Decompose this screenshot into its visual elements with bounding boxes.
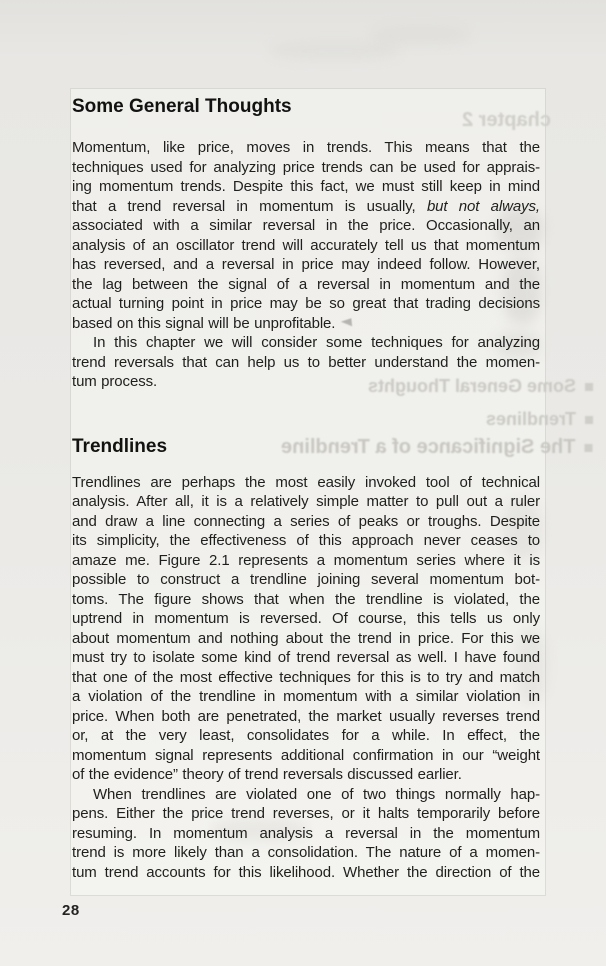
paragraph [72, 473, 540, 785]
body-line: ing momentum trends. Despite this fact, we must still keep in mind [72, 178, 540, 195]
section-heading: Some General Thoughts [72, 96, 292, 117]
body-line: that one of the most effective techniques for this is to try and match [72, 668, 540, 686]
body-line: has reversed, and a reversal in price may indeed follow. However, [72, 256, 540, 273]
bullet-square-icon [585, 383, 593, 391]
body-line: analysis of an oscillator trend will accurately tell us that momentum [72, 236, 540, 254]
body-line: techniques used for analyzing price trends can be used for apprais- [72, 158, 540, 176]
body-line: uptrend in momentum is reversed. Of course, this tells us only [72, 610, 540, 627]
scan-artifact-icon [341, 318, 352, 330]
showthrough-bullet-label: Trendlines [485, 409, 576, 429]
body-line: pens. Either the price trend reverses, or it halts temporarily before [72, 805, 540, 822]
body-line: Trendlines are perhaps the most easily invoked tool of technical [72, 473, 540, 491]
body-line: and draw a line connecting a series of peaks or troughs. Despite [72, 512, 540, 530]
body-line: trend is more likely than a consolidation. The nature of a momen- [72, 844, 540, 861]
page-number: 28 [62, 902, 80, 919]
body-line: resuming. In momentum analysis a reversal in the momentum [72, 824, 540, 842]
showthrough-bullet-label: The Significance of a Trendline [281, 436, 576, 458]
body-line: the lag between the signal of a reversal in momentum and the [72, 275, 540, 293]
paragraph [72, 138, 540, 333]
body-line: amaze me. Figure 2.1 represents a momentum series where it is [72, 551, 540, 569]
body-line: analysis. After all, it is a relatively simple matter to pull out a ruler [72, 493, 540, 510]
body-line: associated with a similar reversal in the price. Occasionally, an [72, 217, 540, 234]
bullet-square-icon [585, 444, 593, 452]
showthrough-bullet-label: Some General Thoughts [367, 376, 576, 396]
showthrough-chapter-label: chapter 2 [462, 109, 551, 131]
paragraph [72, 785, 540, 883]
bullet-square-icon [585, 416, 593, 424]
content [72, 88, 540, 882]
body-line: must try to isolate some kind of trend reversal as well. I have found [72, 649, 540, 666]
body-line: based on this signal will be unprofitable. [72, 314, 540, 334]
body-line: about momentum and nothing about the trend in price. For this we [72, 629, 540, 647]
body-line: its simplicity, the effectiveness of this approach never ceases to [72, 532, 540, 549]
body-line: momentum signal represents additional confirmation in our “weight [72, 746, 540, 764]
body-line: toms. The figure shows that when the trendline is violated, the [72, 590, 540, 608]
body-line: possible to construct a trendline joining several momentum bot- [72, 571, 540, 588]
body-line: Momentum, like price, moves in trends. This means that the [72, 139, 540, 156]
paragraph [72, 333, 540, 392]
section-heading: Trendlines [72, 435, 168, 457]
body-line: price. When both are penetrated, the market usually reverses trend [72, 707, 540, 725]
body-line: actual turning point in price may be so great that trading decisions [72, 295, 540, 312]
body-line: trend reversals that can help us to better understand the momen- [72, 353, 540, 371]
body-line: tum trend accounts for this likelihood. Whether the direction of the [72, 863, 540, 881]
showthrough-smudge [270, 42, 400, 60]
body-line: When trendlines are violated one of two things normally hap- [93, 785, 540, 803]
showthrough-smudge [370, 25, 470, 45]
body-line: of the evidence” theory of trend reversals discussed earlier. [72, 766, 462, 783]
body-line: or, at the very least, consolidates for a while. In effect, the [72, 727, 540, 744]
body-line: a violation of the trendline in momentum with a similar violation in [72, 688, 540, 705]
body-line: that a trend reversal in momentum is usually, but not always, [72, 197, 540, 215]
body-line: tum process. [72, 373, 158, 390]
body-line: In this chapter we will consider some techniques for analyzing [93, 334, 540, 351]
